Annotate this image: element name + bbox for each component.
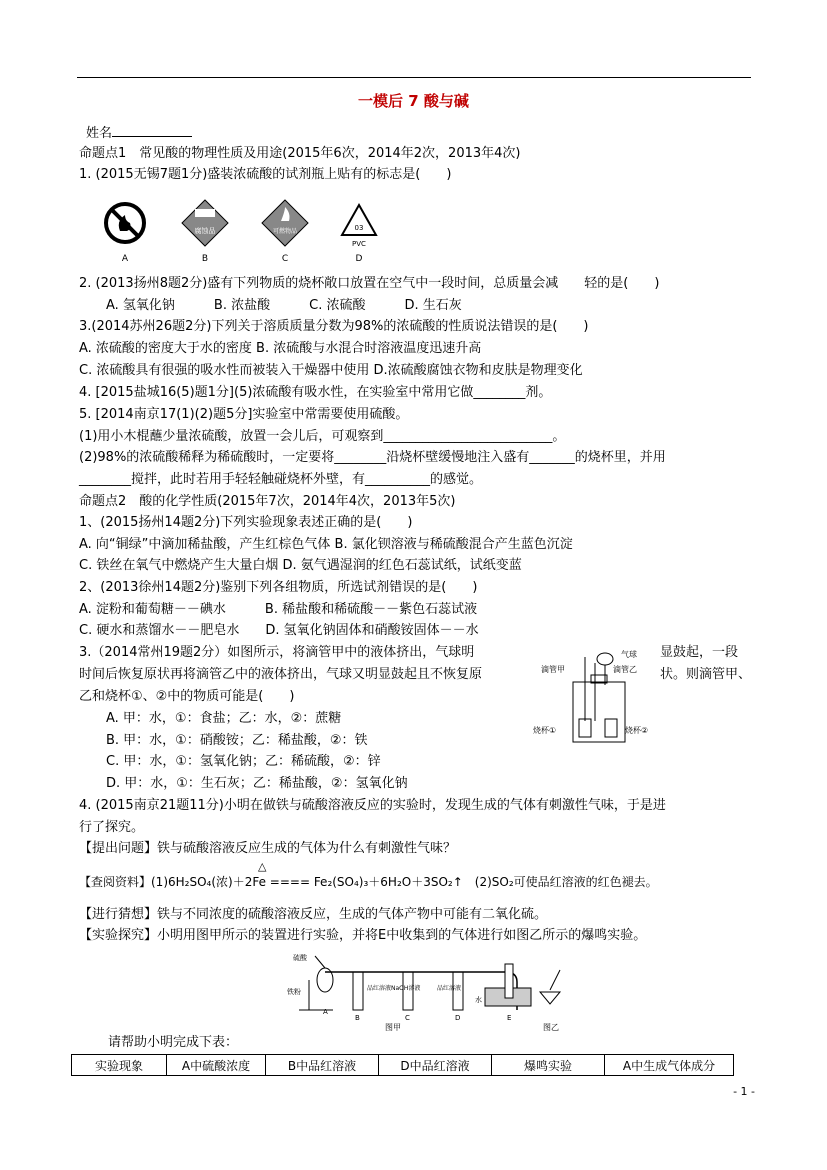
text-line: 行了探究。 bbox=[79, 820, 145, 835]
balloon-apparatus-figure bbox=[533, 645, 658, 755]
text-line: 2. (2013扬州8题2分)盛有下列物质的烧杯敞口放置在空气中一段时间，总质量会减 轻的是( ) bbox=[79, 276, 660, 291]
text-line: C. 甲：水，①：氢氧化钠；乙：稀硫酸，②：锌 bbox=[106, 754, 381, 769]
name-blank[interactable] bbox=[112, 136, 192, 137]
tube-b bbox=[353, 972, 363, 1010]
top-rule bbox=[77, 77, 751, 78]
text-line: 4. [2015盐城16(5)题1分](5)浓硫酸有吸水性，在实验室中常用它做________剂。 bbox=[79, 385, 552, 400]
table-header-cell: 爆鸣实验 bbox=[492, 1055, 605, 1076]
warning-labels-figure bbox=[100, 195, 390, 267]
svg-text:E: E bbox=[507, 1014, 512, 1022]
name-label: 姓名 bbox=[86, 126, 113, 141]
svg-text:可燃物品: 可燃物品 bbox=[272, 228, 298, 235]
flammable-icon bbox=[262, 200, 308, 246]
svg-text:铁粉: 铁粉 bbox=[287, 988, 301, 996]
experiment-apparatus-figure bbox=[285, 950, 575, 1032]
name-field bbox=[86, 125, 192, 143]
text-line: C. 铁丝在氧气中燃烧产生大量白烟 D. 氨气遇湿润的红色石蕊试纸，试纸变蓝 bbox=[79, 558, 522, 573]
svg-text:水: 水 bbox=[475, 996, 482, 1004]
svg-text:硫酸: 硫酸 bbox=[293, 954, 307, 962]
caption-fig-yi: 图乙 bbox=[543, 1023, 559, 1032]
no-fire-icon bbox=[106, 204, 144, 242]
svg-text:B: B bbox=[355, 1014, 360, 1022]
text-line: 命题点1 常见酸的物理性质及用途(2015年6次，2014年2次，2013年4次) bbox=[79, 146, 521, 161]
text-line: 1、(2015扬州14题2分)下列实验现象表述正确的是( ) bbox=[79, 515, 413, 530]
heat-triangle: △ bbox=[258, 860, 267, 873]
text-line: A. 甲：水，①：食盐；乙：水，②：蔗糖 bbox=[106, 711, 342, 726]
svg-text:A: A bbox=[323, 1008, 328, 1016]
balloon-icon bbox=[597, 653, 613, 665]
text-line: 请帮助小明完成下表： bbox=[108, 1035, 239, 1050]
text-line: 3.(2014苏州26题2分)下列关于溶质质量分数为98%的浓硫酸的性质说法错误的是( ) bbox=[79, 319, 589, 334]
label-b: B bbox=[201, 254, 209, 264]
label-a: A bbox=[121, 254, 129, 264]
svg-text:烧杯②: 烧杯② bbox=[625, 726, 649, 735]
label-c: C bbox=[281, 254, 289, 264]
svg-text:PVC: PVC bbox=[352, 240, 366, 248]
text-line: 时间后恢复原状再将滴管乙中的液体挤出，气球又明显鼓起且不恢复原 bbox=[79, 667, 483, 682]
text-line: 2、(2013徐州14题2分)鉴别下列各组物质，所选试剂错误的是( ) bbox=[79, 580, 478, 595]
text-line: C. 硬水和蒸馏水－－肥皂水 D. 氢氧化钠固体和硝酸铵固体－－水 bbox=[79, 623, 479, 638]
results-table bbox=[71, 1054, 734, 1076]
text-line: 命题点2 酸的化学性质(2015年7次，2014年4次，2013年5次) bbox=[79, 494, 456, 509]
caption-fig-jia: 图甲 bbox=[385, 1023, 401, 1032]
text-line: (2)98%的浓硫酸稀释为稀硫酸时，一定要将________沿烧杯壁缓慢地注入盛有_______的烧杯里，并用 bbox=[79, 450, 666, 465]
text-line: 【提出问题】铁与硫酸溶液反应生成的气体为什么有刺激性气味？ bbox=[79, 841, 457, 856]
corrosive-icon bbox=[182, 200, 228, 246]
svg-text:气球: 气球 bbox=[621, 650, 637, 659]
svg-text:品红溶液: 品红溶液 bbox=[367, 985, 392, 992]
recycle-icon bbox=[342, 205, 376, 248]
beaker-1 bbox=[579, 719, 591, 737]
svg-text:滴管甲: 滴管甲 bbox=[541, 665, 565, 674]
text-line: 5. [2014南京17(1)(2)题5分]实验室中常需要使用硫酸。 bbox=[79, 407, 409, 422]
text-line: A. 淀粉和葡萄糖－－碘水 B. 稀盐酸和稀硫酸－－紫色石蕊试液 bbox=[79, 602, 478, 617]
flame-test bbox=[540, 992, 560, 1004]
svg-text:滴管乙: 滴管乙 bbox=[613, 665, 637, 674]
table-header-cell: B中品红溶液 bbox=[266, 1055, 379, 1076]
text-line: 3.（2014常州19题2分）如图所示，将滴管甲中的液体挤出，气球明 bbox=[79, 645, 475, 660]
table-header-row bbox=[72, 1055, 734, 1076]
svg-text:C: C bbox=[405, 1014, 410, 1022]
text-line: 1. (2015无锡7题1分)盛装浓硫酸的试剂瓶上贴有的标志是( ) bbox=[79, 167, 452, 182]
text-line: D. 甲：水，①：生石灰；乙：稀盐酸，②：氢氧化钠 bbox=[106, 776, 408, 791]
table-header-cell: A中硫酸浓度 bbox=[167, 1055, 266, 1076]
table-header-cell: A中生成气体成分 bbox=[605, 1055, 734, 1076]
svg-text:03: 03 bbox=[354, 224, 364, 232]
text-line: (1)用小木棍蘸少量浓硫酸，放置一会儿后，可观察到__________________________。 bbox=[79, 429, 566, 444]
text-line: 4. (2015南京21题11分)小明在做铁与硫酸溶液反应的实验时，发现生成的气体有刺激性气味，于是进 bbox=[79, 798, 666, 813]
text-line: B. 甲：水，①：硝酸铵；乙：稀盐酸，②：铁 bbox=[106, 733, 368, 748]
text-line: ________搅拌，此时若用手轻轻触碰烧杯外壁，有__________的感觉。 bbox=[79, 472, 483, 487]
svg-text:D: D bbox=[455, 1014, 461, 1022]
page-title: 一模后 7 酸与碱 bbox=[358, 92, 469, 110]
svg-text:NaOH溶液: NaOH溶液 bbox=[391, 985, 421, 992]
text-line: 显鼓起，一段 bbox=[660, 645, 739, 660]
table-header-cell: 实验现象 bbox=[72, 1055, 167, 1076]
svg-text:品红溶液: 品红溶液 bbox=[437, 985, 462, 992]
text-line: 【实验探究】小明用图甲所示的装置进行实验，并将E中收集到的气体进行如图乙所示的爆鸣实验。 bbox=[79, 928, 647, 943]
text-line: A. 浓硫酸的密度大于水的密度 B. 浓硫酸与水混合时溶液温度迅速升高 bbox=[79, 341, 482, 356]
label-d: D bbox=[355, 254, 363, 264]
table-header-cell: D中品红溶液 bbox=[379, 1055, 492, 1076]
text-line: 乙和烧杯①、②中的物质可能是( ) bbox=[79, 689, 295, 704]
text-line: A. 向“铜绿”中滴加稀盐酸，产生红棕色气体 B. 氯化钡溶液与稀硫酸混合产生蓝色沉淀 bbox=[79, 537, 573, 552]
text-line: 【查阅资料】(1)6H₂SO₄(浓)＋2Fe ==== Fe₂(SO₄)₃＋6H₂O＋3SO₂↑ (2)SO₂可使品红溶液的红色褪去。 bbox=[79, 875, 658, 889]
text-line: 【进行猜想】铁与不同浓度的硫酸溶液反应，生成的气体产物中可能有二氧化硫。 bbox=[79, 907, 548, 922]
svg-text:腐蚀品: 腐蚀品 bbox=[194, 227, 216, 235]
text-line: A. 氢氧化钠 B. 浓盐酸 C. 浓硫酸 D. 生石灰 bbox=[106, 298, 462, 313]
page-number: - 1 - bbox=[733, 1085, 755, 1098]
text-line: C. 浓硫酸具有很强的吸水性而被装入干燥器中使用 D.浓硫酸腐蚀衣物和皮肤是物理变化 bbox=[79, 363, 583, 378]
svg-text:烧杯①: 烧杯① bbox=[533, 726, 557, 735]
text-line: 状。则滴管甲、 bbox=[660, 667, 752, 682]
beaker-2 bbox=[605, 719, 617, 737]
